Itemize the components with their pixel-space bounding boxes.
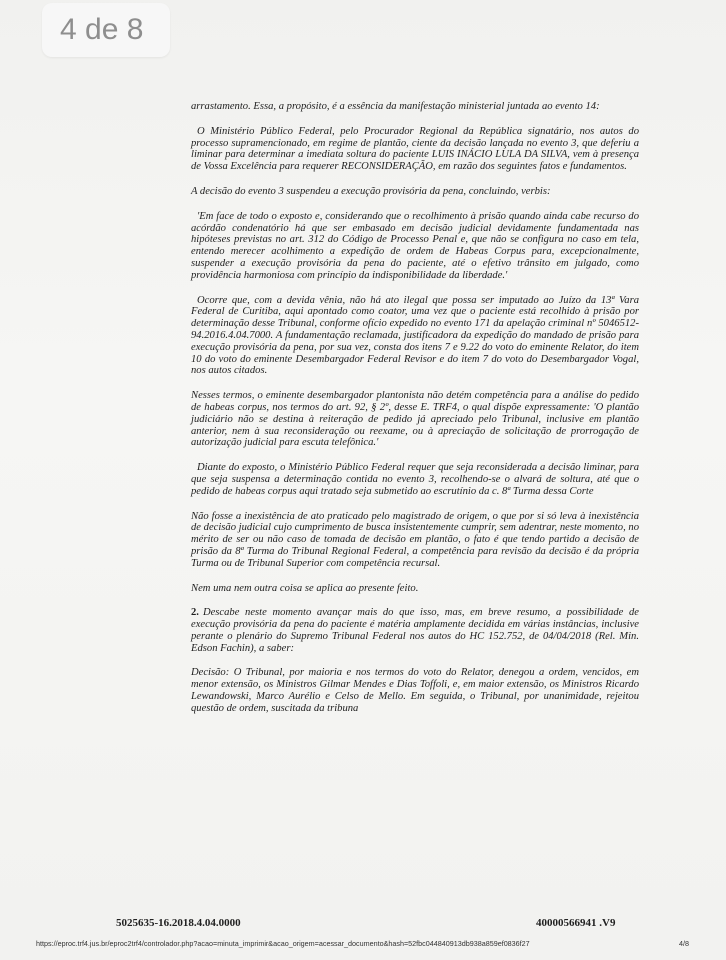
paragraph: Ocorre que, com a devida vênia, não há ato ilegal que possa ser imputado ao Juízo da 13ª Vara Federal de Curitiba, aqui apontado como coator, uma vez que o paciente está recolhido à prisão por determinação desse Tribunal, conforme ofício expedido no evento 171 da apelação criminal nº 5046512-94.2016.4.04.7000. A fundamentação reclamada, justificadora da expedição do mandado de prisão para execução provisória da pena, por sua vez, consta dos itens 7 e 9.22 do voto do eminente Relator, do item 10 do voto do eminente Desembargador Federal Revisor e do item 7 do voto do Desembargador Vogal, nos autos citados. [191, 294, 639, 377]
paragraph: 'Em face de todo o exposto e, considerando que o recolhimento à prisão quando ainda cabe recurso do acórdão condenatório há que ser embasado em decisão judicial devidamente fundamentada nas hipóteses previstas no art. 312 do Código de Processo Penal e, que não se configura no caso em tela, entendo merecer acolhimento a expedição de ordem de Habeas Corpus para, excepcionalmente, suspender a execução provisória da pena do paciente, até o efetivo trânsito em julgado, como providência harmoniosa com princípio da indisponibilidade da liberdade.' [191, 210, 639, 281]
paragraph: Não fosse a inexistência de ato praticado pelo magistrado de origem, o que por si só leva à inexistência de decisão judicial cujo cumprimento de busca insistentemente cumprir, sem adentrar, neste momento, no mérito de ser ou não caso de tomada de decisão em plantão, o fato é que tendo partido a decisão de prisão da 8ª Turma do Tribunal Regional Federal, a competência para revisão da decisão é da própria Turma ou de Tribunal Superior com competência recursal. [191, 510, 639, 569]
section-number: 2. [191, 607, 199, 619]
print-url: https://eproc.trf4.jus.br/eproc2trf4/controlador.php?acao=minuta_imprimir&acao_origem=acessar_documento&hash=52fbc044840913db938a859ef0836f27 [36, 939, 530, 948]
page-indicator: 4 de 8 [42, 3, 170, 57]
paragraph: arrastamento. Essa, a propósito, é a essência da manifestação ministerial juntada ao evento 14: [191, 101, 600, 112]
numbered-paragraph [191, 607, 639, 654]
paragraph: Diante do exposto, o Ministério Público Federal requer que seja reconsiderada a decisão liminar, para que seja suspensa a determinação contida no evento 3, recolhendo-se o alvará de soltura, até que o pedido de habeas corpus aqui tratado seja submetido ao escrutínio da c. 8ª Turma dessa Corte [191, 462, 639, 497]
paragraph: A decisão do evento 3 suspendeu a execução provisória da pena, concluindo, verbis: [191, 185, 551, 197]
document-code: 40000566941 .V9 [536, 917, 616, 929]
paragraph: O Ministério Público Federal, pelo Procurador Regional da República signatário, nos autos do processo supramencionado, em regime de plantão, ciente da decisão lançada no evento 3, que deferiu a liminar para determinar a imediata soltura do paciente LUIS INÁCIO LULA DA SILVA, vem à presença de Vossa Excelência para requerer RECONSIDERAÇÃO, em razão dos seguintes fatos e fundamentos. [191, 125, 639, 173]
paragraph: Decisão: O Tribunal, por maioria e nos termos do voto do Relator, denegou a ordem, vencidos, em menor extensão, os Ministros Gilmar Mendes e Dias Toffoli, e, em maior extensão, os Ministros Ricardo Lewandowski, Marco Aurélio e Celso de Mello. Em seguida, o Tribunal, por unanimidade, rejeitou questão de ordem, suscitada da tribuna [191, 667, 639, 714]
process-number: 5025635-16.2018.4.04.0000 [116, 917, 241, 929]
paragraph: Nesses termos, o eminente desembargador plantonista não detém competência para a análise do pedido de habeas corpus, nos termos do art. 92, § 2º, desse E. TRF4, o qual dispõe expressamente: 'O plantão judiciário não se destina à reiteração de pedido já apreciado pelo Tribunal, inclusive em plantão anterior, nem à sua reconsideração ou reexame, ou à apreciação de solicitação de prorrogação de autorização judicial para escuta telefônica.' [191, 390, 639, 449]
paragraph-text: Descabe neste momento avançar mais do que isso, mas, em breve resumo, a possibilidade de execução provisória da pena do paciente é matéria amplamente decidida em várias instâncias, inclusive perante o plenário do Supremo Tribunal Federal nos autos do HC 152.752, de 04/04/2018 (Rel. Min. Edson Fachin), a saber: [191, 607, 639, 654]
page-count: 4/8 [679, 939, 689, 948]
paragraph: Nem uma nem outra coisa se aplica ao presente feito. [191, 582, 419, 594]
document-body [191, 101, 639, 728]
